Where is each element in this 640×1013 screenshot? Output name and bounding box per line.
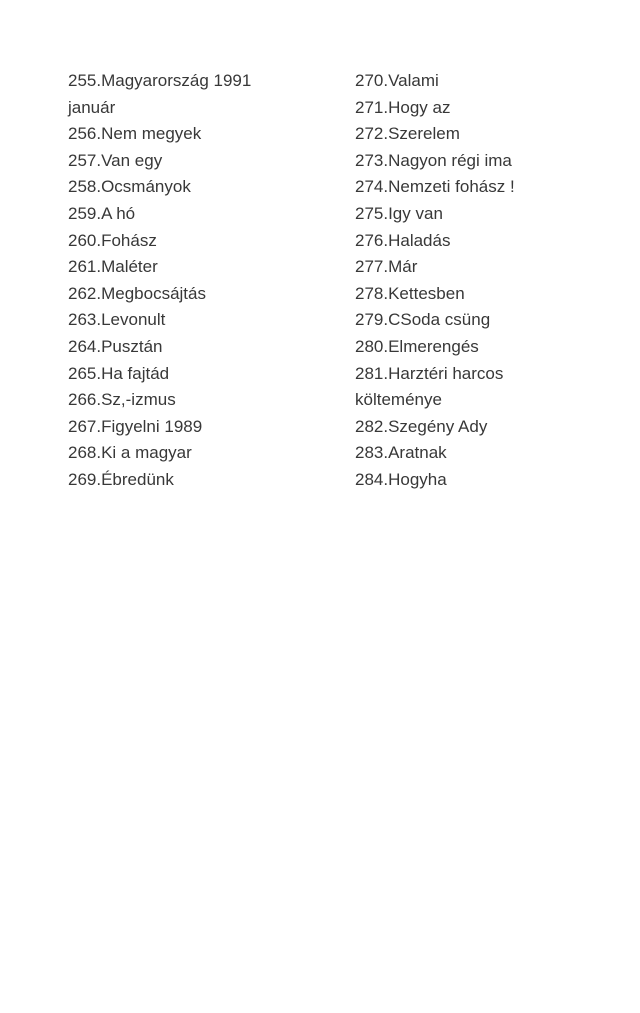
list-line: 271.Hogy az	[355, 97, 451, 117]
list-line: 282.Szegény Ady	[355, 416, 488, 436]
list-line: 283.Aratnak	[355, 443, 447, 463]
list-line: 257.Van egy	[68, 150, 163, 170]
list-line: 276.Haladás	[355, 230, 451, 250]
list-line: 274.Nemzeti fohász !	[355, 177, 515, 197]
list-line: 256.Nem megyek	[68, 124, 202, 144]
list-line-wrap: január	[68, 97, 116, 117]
list-line: 270.Valami	[355, 71, 439, 90]
list-column-left	[68, 68, 340, 494]
list-line: 268.Ki a magyar	[68, 443, 192, 463]
list-line: 265.Ha fajtád	[68, 363, 170, 383]
list-line: 255.Magyarország 1991	[68, 71, 252, 90]
list-line: 272.Szerelem	[355, 124, 460, 144]
list-line: 262.Megbocsájtás	[68, 283, 206, 303]
list-line: 264.Pusztán	[68, 336, 163, 356]
list-line: 277.Már	[355, 257, 418, 277]
list-line: 263.Levonult	[68, 310, 166, 330]
list-line: 280.Elmerengés	[355, 336, 479, 356]
list-line: 267.Figyelni 1989	[68, 416, 203, 436]
list-line: 284.Hogyha	[355, 469, 447, 489]
list-line: 258.Ocsmányok	[68, 177, 191, 197]
list-column-right	[355, 68, 610, 494]
list-line: 278.Kettesben	[355, 283, 465, 303]
list-line: 260.Fohász	[68, 230, 157, 250]
list-line: 269.Ébredünk	[68, 469, 174, 489]
list-line: 261.Maléter	[68, 257, 158, 277]
list-line: 279.CSoda csüng	[355, 310, 491, 330]
list-line: 273.Nagyon régi ima	[355, 150, 512, 170]
list-line: 266.Sz,-izmus	[68, 390, 176, 410]
list-line: 259.A hó	[68, 203, 136, 223]
list-line: 275.Igy van	[355, 203, 443, 223]
list-line: 281.Harztéri harcos	[355, 363, 504, 383]
list-line-wrap: költeménye	[355, 390, 442, 410]
